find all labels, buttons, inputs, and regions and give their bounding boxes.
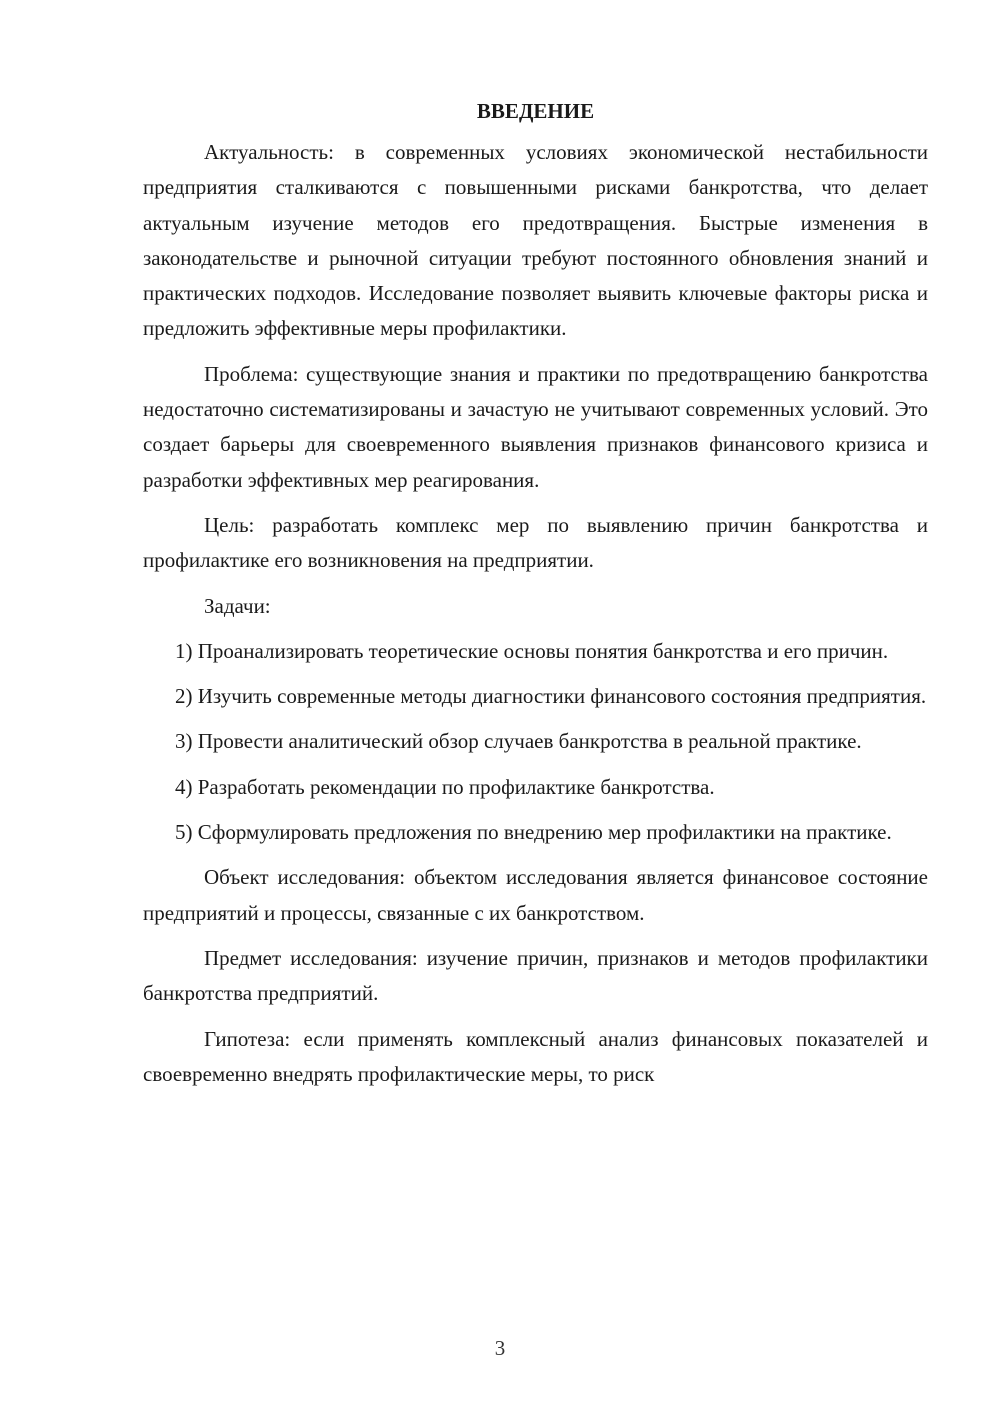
task-list xyxy=(143,634,928,850)
paragraph-tasks-label: Задачи: xyxy=(204,593,271,618)
section-heading: ВВЕДЕНИЕ xyxy=(476,99,595,123)
document-body xyxy=(143,94,928,1102)
task-item: 3) Провести аналитический обзор случаев банкротства в реальной практике. xyxy=(175,729,862,754)
task-item: 5) Сформулировать предложения по внедрению мер профилактики на практике. xyxy=(175,820,892,845)
paragraph-problem: Проблема: существующие знания и практики по предотвращению банкротства недостаточно систематизированы и зачастую не учитывают современных условий. Это создает барьеры для своевременного выявления признаков финансового кризиса и разработки эффективных мер реагирования. xyxy=(143,361,928,492)
paragraph-relevance: Актуальность: в современных условиях экономической нестабильности предприятия сталкиваются с повышенными рисками банкротства, что делает актуальным изучение методов его предотвращения. Быстрые изменения в законодательстве и рыночной ситуации требуют постоянного обновления знаний и практических подходов. Исследование позволяет выявить ключевые факторы риска и предложить эффективные меры профилактики. xyxy=(143,140,928,341)
task-item: 2) Изучить современные методы диагностики финансового состояния предприятия. xyxy=(175,684,927,709)
task-item: 1) Проанализировать теоретические основы понятия банкротства и его причин. xyxy=(175,638,889,663)
paragraph-goal: Цель: разработать комплекс мер по выявлению причин банкротства и профилактике его возникновения на предприятии. xyxy=(143,512,928,573)
paragraph-object: Объект исследования: объектом исследования является финансовое состояние предприятий и процессы, связанные с их банкротством. xyxy=(143,865,928,925)
paragraph-subject: Предмет исследования: изучение причин, признаков и методов профилактики банкротства предприятий. xyxy=(143,945,928,1006)
paragraph-hypothesis: Гипотеза: если применять комплексный анализ финансовых показателей и своевременно внедрять профилактические меры, то риск xyxy=(143,1026,928,1086)
task-item: 4) Разработать рекомендации по профилактике банкротства. xyxy=(175,774,715,799)
page-number: 3 xyxy=(494,1336,506,1360)
